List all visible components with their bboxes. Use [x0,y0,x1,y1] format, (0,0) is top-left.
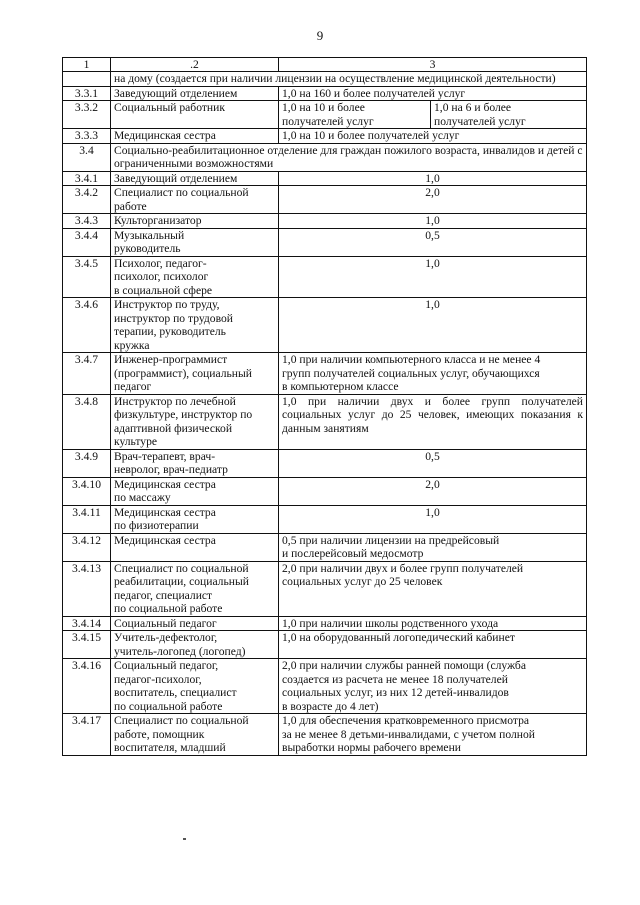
position-name: Врач-терапевт, врач- невролог, врач-педиатр [111,449,279,477]
staff-norm: 1,0 [279,256,587,298]
table-row [63,533,587,561]
continuation-text: на дому (создается при наличии лицензии на осуществление медицинской деятельности) [111,72,587,87]
table-row [63,449,587,477]
table-row [63,298,587,353]
staffing-table [62,57,587,756]
table-row [63,72,587,87]
table-row [63,616,587,631]
table-row [63,477,587,505]
row-number: 3.4.4 [63,228,111,256]
position-name: Специалист по социальной работе, помощник воспитателя, младший [111,714,279,756]
header-col-3: 3 [279,58,587,72]
table-row [63,353,587,395]
table-row [63,228,587,256]
header-col-2: .2 [111,58,279,72]
staff-norm: 0,5 [279,228,587,256]
row-number: 3.3.2 [63,101,111,129]
position-name: Специалист по социальной реабилитации, социальный педагог, специалист по социальной работе [111,561,279,616]
staff-norm-b: 1,0 на 6 и более получателей услуг [431,101,587,129]
header-col-1: 1 [63,58,111,72]
table-row [63,256,587,298]
position-name: Инженер-программист (программист), социальный педагог [111,353,279,395]
position-name: Социальный работник [111,101,279,129]
row-number: 3.4.8 [63,394,111,449]
row-number: 3.4.1 [63,171,111,186]
position-name: Социальный педагог [111,616,279,631]
staff-norm: 2,0 [279,477,587,505]
scan-speck [183,838,186,840]
row-number: 3.4.3 [63,214,111,229]
staff-norm: 1,0 [279,214,587,229]
staff-norm: 1,0 при наличии школы родственного ухода [279,616,587,631]
row-number: 3.4.16 [63,659,111,714]
staff-norm: 1,0 [279,298,587,353]
row-number: 3.4.10 [63,477,111,505]
row-number: 3.4.14 [63,616,111,631]
staff-norm: 1,0 при наличии двух и более групп получателей социальных услуг до 25 человек, имеющих показания к данным занятиям [279,394,587,449]
position-name: Заведующий отделением [111,171,279,186]
table-row [63,714,587,756]
section-number: 3.4 [63,143,111,171]
position-name: Медицинская сестра по физиотерапии [111,505,279,533]
position-name: Социальный педагог, педагог-психолог, воспитатель, специалист по социальной работе [111,659,279,714]
staff-norm: 1,0 для обеспечения кратковременного присмотра за не менее 8 детьми-инвалидами, с учетом полной выработки нормы рабочего времени [279,714,587,756]
position-name: Инструктор по труду, инструктор по трудовой терапии, руководитель кружка [111,298,279,353]
table-row [63,86,587,101]
table-row [63,129,587,144]
staff-norm: 1,0 на 160 и более получателей услуг [279,86,587,101]
position-name: Музыкальный руководитель [111,228,279,256]
row-number: 3.4.15 [63,631,111,659]
staff-norm-a: 1,0 на 10 и более получателей услуг [279,101,431,129]
table-row [63,631,587,659]
row-number: 3.4.2 [63,186,111,214]
staff-norm: 1,0 на 10 и более получателей услуг [279,129,587,144]
staff-norm: 1,0 при наличии компьютерного класса и не менее 4 групп получателей социальных услуг, обучающихся в компьютерном классе [279,353,587,395]
row-number-empty [63,72,111,87]
staff-norm: 1,0 [279,171,587,186]
section-title: Социально-реабилитационное отделение для граждан пожилого возраста, инвалидов и детей с ограниченными возможностями [111,143,587,171]
staff-norm: 1,0 [279,505,587,533]
table-row [63,186,587,214]
staff-norm: 0,5 [279,449,587,477]
row-number: 3.4.9 [63,449,111,477]
table-row [63,561,587,616]
table-row [63,659,587,714]
staff-norm: 1,0 на оборудованный логопедический кабинет [279,631,587,659]
staff-norm: 2,0 при наличии службы ранней помощи (служба создается из расчета не менее 18 получателей социальных услуг, из них 12 детей-инвалидов в возрасте до 4 лет) [279,659,587,714]
staff-norm: 2,0 [279,186,587,214]
position-name: Заведующий отделением [111,86,279,101]
page-number: 9 [316,28,324,43]
position-name: Психолог, педагог- психолог, психолог в социальной сфере [111,256,279,298]
position-name: Медицинская сестра [111,533,279,561]
position-name: Учитель-дефектолог, учитель-логопед (логопед) [111,631,279,659]
table-row [63,505,587,533]
row-number: 3.4.13 [63,561,111,616]
row-number: 3.4.7 [63,353,111,395]
row-number: 3.4.11 [63,505,111,533]
position-name: Культорганизатор [111,214,279,229]
table-row [63,101,587,129]
staff-norm: 2,0 при наличии двух и более групп получателей социальных услуг до 25 человек [279,561,587,616]
row-number: 3.4.6 [63,298,111,353]
row-number: 3.4.17 [63,714,111,756]
staff-norm: 0,5 при наличии лицензии на предрейсовый и послерейсовый медосмотр [279,533,587,561]
position-name: Медицинская сестра [111,129,279,144]
table-header-row [63,58,587,72]
position-name: Медицинская сестра по массажу [111,477,279,505]
table-row [63,171,587,186]
row-number: 3.4.5 [63,256,111,298]
position-name: Специалист по социальной работе [111,186,279,214]
table-row [63,214,587,229]
table-row [63,394,587,449]
row-number: 3.3.1 [63,86,111,101]
row-number: 3.4.12 [63,533,111,561]
row-number: 3.3.3 [63,129,111,144]
section-row [63,143,587,171]
position-name: Инструктор по лечебной физкультуре, инструктор по адаптивной физической культуре [111,394,279,449]
